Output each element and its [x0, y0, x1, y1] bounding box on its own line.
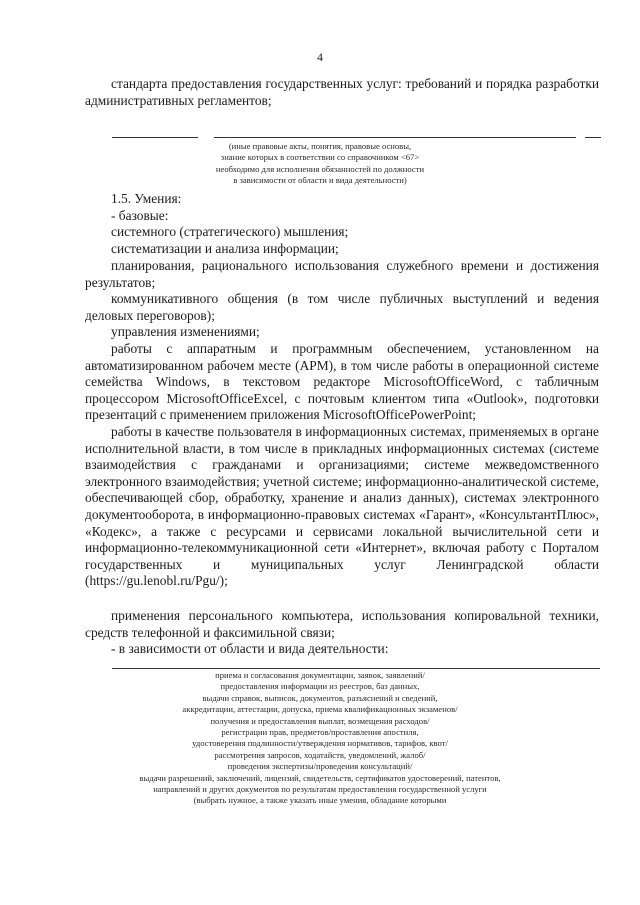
footnote-line: необходимо для исполнения обязанностей по должности [215, 163, 425, 174]
blank-line-middle [214, 137, 576, 138]
blank-line-left [112, 137, 198, 138]
footnote-top [100, 141, 540, 187]
footnote-line: выдачи справок, выписок, документов, разъяснений и сведений, [202, 692, 438, 703]
intro-paragraph: стандарта предоставления государственных услуг: требований и порядка разработки административных регламентов; [85, 76, 599, 108]
footnote-line: приема и согласования документации, заявок, заявлений/ [215, 670, 425, 680]
footnote-line: в зависимости от области и вида деятельности) [233, 175, 407, 186]
item-systematize: систематизации и анализа информации; [111, 241, 339, 256]
footnote-line: знание которых в соответствии со справочником <67> [220, 152, 420, 163]
footnote-line: получения и предоставления выплат, возмещения расходов/ [210, 715, 430, 726]
item-planning: планирования, рационального использования служебного времени и достижения результатов; [85, 258, 599, 290]
footnote-line: удостоверения подлинности/утверждения нормативов, тарифов, квот/ [192, 738, 448, 749]
blank-line-right [585, 137, 601, 138]
skills-heading: 1.5. Умения: [111, 191, 182, 206]
item-office: применения персонального компьютера, использования копировальной техники, средств телефонной и факсимильной связи; [85, 608, 599, 640]
footnote-line: (выбрать нужное, а также указать иные умения, обладание которыми [193, 795, 447, 806]
footnote-bottom [100, 670, 540, 807]
item-communication: коммуникативного общения (в том числе публичных выступлений и ведения деловых переговоров); [85, 291, 599, 323]
item-systemic: системного (стратегического) мышления; [111, 224, 349, 239]
area-label: - в зависимости от области и вида деятельности: [111, 641, 389, 656]
item-infosystems: работы в качестве пользователя в информационных системах, применяемых в органе исполнительной власти, в том числе в прикладных информационных системах (системе взаимодействия с гражданами и организациями; системе межведомственного электронного взаимодействия; учетной системе; информационно-аналитической системе, обеспечивающей сбор, обработку, хранение и анализ данных), системах электронного документооборота, в информационно-правовых системах «Гарант», «КонсультантПлюс», «Кодекс», а также с ресурсами и сервисами локальной вычислительной сети и информационно-телекоммуникационной сети «Интернет», включая работу с Порталом государственных и муниципальных услуг Ленинградской области (https://gu.lenobl.ru/Pgu/); [85, 424, 599, 589]
footnote-line: предоставления информации из реестров, баз данных, [220, 681, 420, 692]
footnote-line: регистрации прав, предметов/проставления апостиля, [221, 727, 419, 738]
footnote-line: (иные правовые акты, понятия, правовые основы, [228, 141, 412, 151]
footnote-line: направлений и других документов по результатам предоставления государственной услуги [153, 784, 487, 795]
page-number: 4 [317, 50, 323, 64]
item-hardware: работы с аппаратным и программным обеспечением, установленном на автоматизированном рабочем месте (АРМ), в том числе работы в операционной системе семейства Windows, в текстовом редакторе MicrosoftOfficeWord, с табличным процессором MicrosoftOfficeExcel, с почтовым клиентом типа «Outlook», подготовки презентаций с применением приложения MicrosoftOfficePowerPoint; [85, 341, 599, 423]
footnote-line: рассмотрения запросов, ходатайств, уведомлений, жалоб/ [214, 749, 426, 760]
footnote-line: аккредитации, аттестации, допуска, приема квалификационных экзаменов/ [182, 704, 458, 715]
footnote-line: проведения экспертизы/проведения консультаций/ [227, 761, 413, 772]
item-change: управления изменениями; [111, 324, 260, 339]
blank-line-bottom [112, 668, 600, 669]
basic-label: - базовые: [111, 208, 169, 223]
footnote-line: выдачи разрешений, заключений, лицензий, свидетельств, сертификатов удостоверений, патентов, [139, 772, 501, 783]
